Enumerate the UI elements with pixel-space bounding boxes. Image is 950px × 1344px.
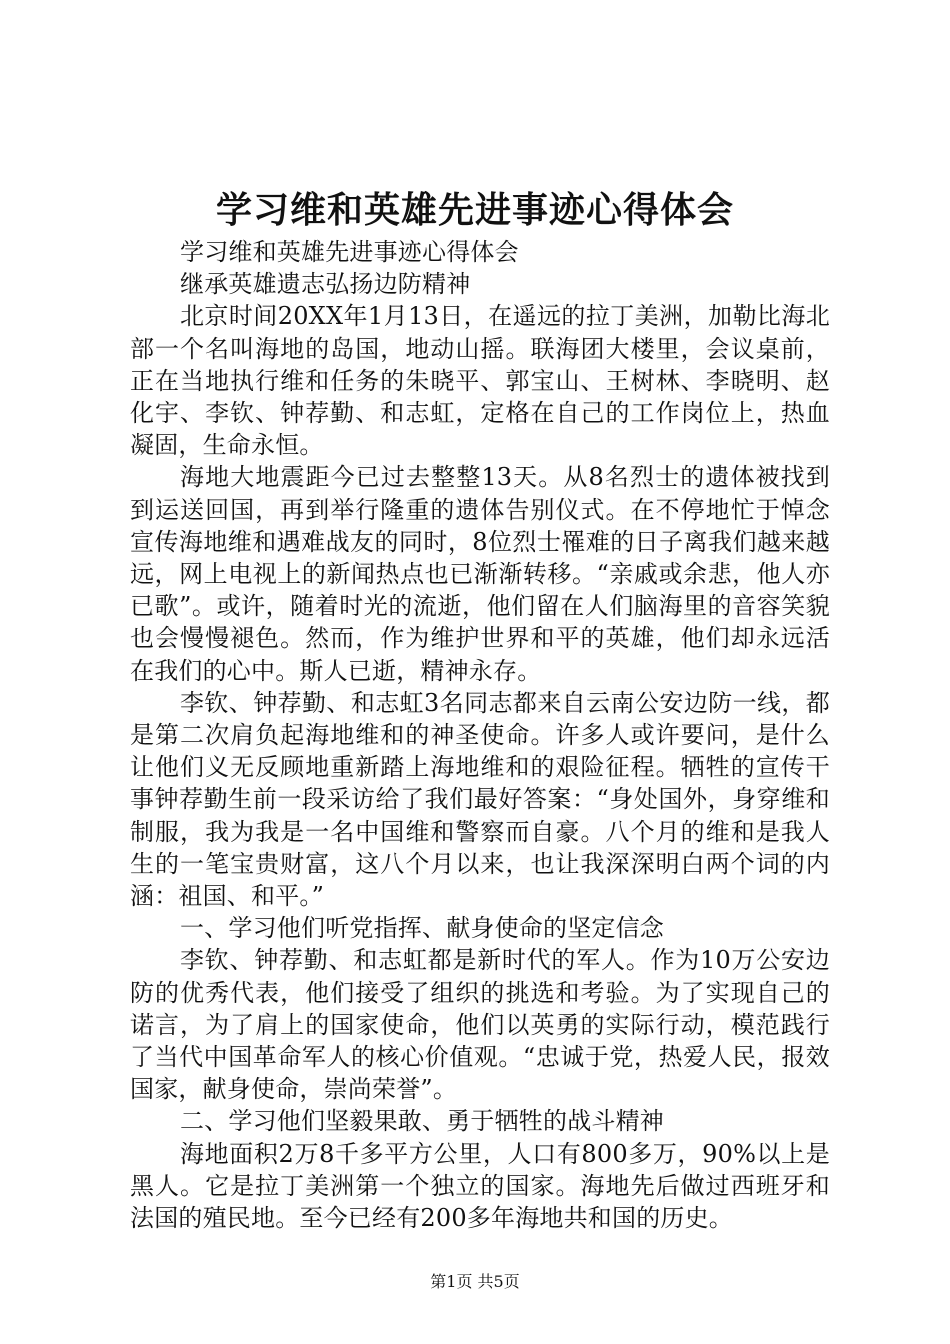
paragraph-yunnan: 李钦、钟荐勤、和志虹3名同志都来自云南公安边防一线，都是第二次肩负起海地维和的神圣使命。许多人或许要问，是什么让他们义无反顾地重新踏上海地维和的艰险征程。牺牲的宣传干事钟荐勤生前一段采访给了我们最好答案：“身处国外，身穿维和制服，我为我是一名中国维和警察而自豪。八个月的维和是我人生的一笔宝贵财富，这八个月以来，也让我深深明白两个词的内涵：祖国、和平。” bbox=[130, 688, 830, 911]
paragraph-subtitle: 继承英雄遗志弘扬边防精神 bbox=[180, 270, 471, 299]
section-heading-2: 二、学习他们坚毅果敢、勇于牺牲的战斗精神 bbox=[180, 1107, 664, 1136]
paragraph-haiti: 海地面积2万8千多平方公里，人口有800多万，90%以上是黑人。它是拉丁美洲第一个独立的国家。海地先后做过西班牙和法国的殖民地。至今已经有200多年海地共和国的历史。 bbox=[130, 1139, 830, 1233]
paragraph-intro: 北京时间20XX年1月13日，在遥远的拉丁美洲，加勒比海北部一个名叫海地的岛国，地动山摇。联海团大楼里，会议桌前，正在当地执行维和任务的朱晓平、郭宝山、王树林、李晓明、赵化宇、李钦、钟荐勤、和志虹，定格在自己的工作岗位上，热血凝固，生命永恒。 bbox=[130, 302, 830, 460]
page-number-footer: 第1页 共5页 bbox=[430, 1272, 520, 1291]
paragraph-belief: 李钦、钟荐勤、和志虹都是新时代的军人。作为10万公安边防的优秀代表，他们接受了组织的挑选和考验。为了实现自己的诺言，为了肩上的国家使命，他们以英勇的实际行动，模范践行了当代中国革命军人的核心价值观。“忠诚于党，热爱人民，报效国家，献身使命，崇尚荣誉”。 bbox=[130, 946, 830, 1104]
section-heading-1: 一、学习他们听党指挥、献身使命的坚定信念 bbox=[180, 914, 664, 943]
paragraph-earthquake: 海地大地震距今已过去整整13天。从8名烈士的遗体被找到到运送回国，再到举行隆重的遗体告别仪式。在不停地忙于悼念宣传海地维和遇难战友的同时，8位烈士罹难的日子离我们越来越远，网上电视上的新闻热点也已渐渐转移。“亲戚或余悲，他人亦已歌”。或许，随着时光的流逝，他们留在人们脑海里的音容笑貌也会慢慢褪色。然而，作为维护世界和平的英雄，他们却永远活在我们的心中。斯人已逝，精神永存。 bbox=[130, 463, 830, 685]
document-title: 学习维和英雄先进事迹心得体会 bbox=[215, 189, 734, 231]
document-body bbox=[130, 236, 830, 1234]
paragraph-repeated-title: 学习维和英雄先进事迹心得体会 bbox=[180, 238, 519, 266]
